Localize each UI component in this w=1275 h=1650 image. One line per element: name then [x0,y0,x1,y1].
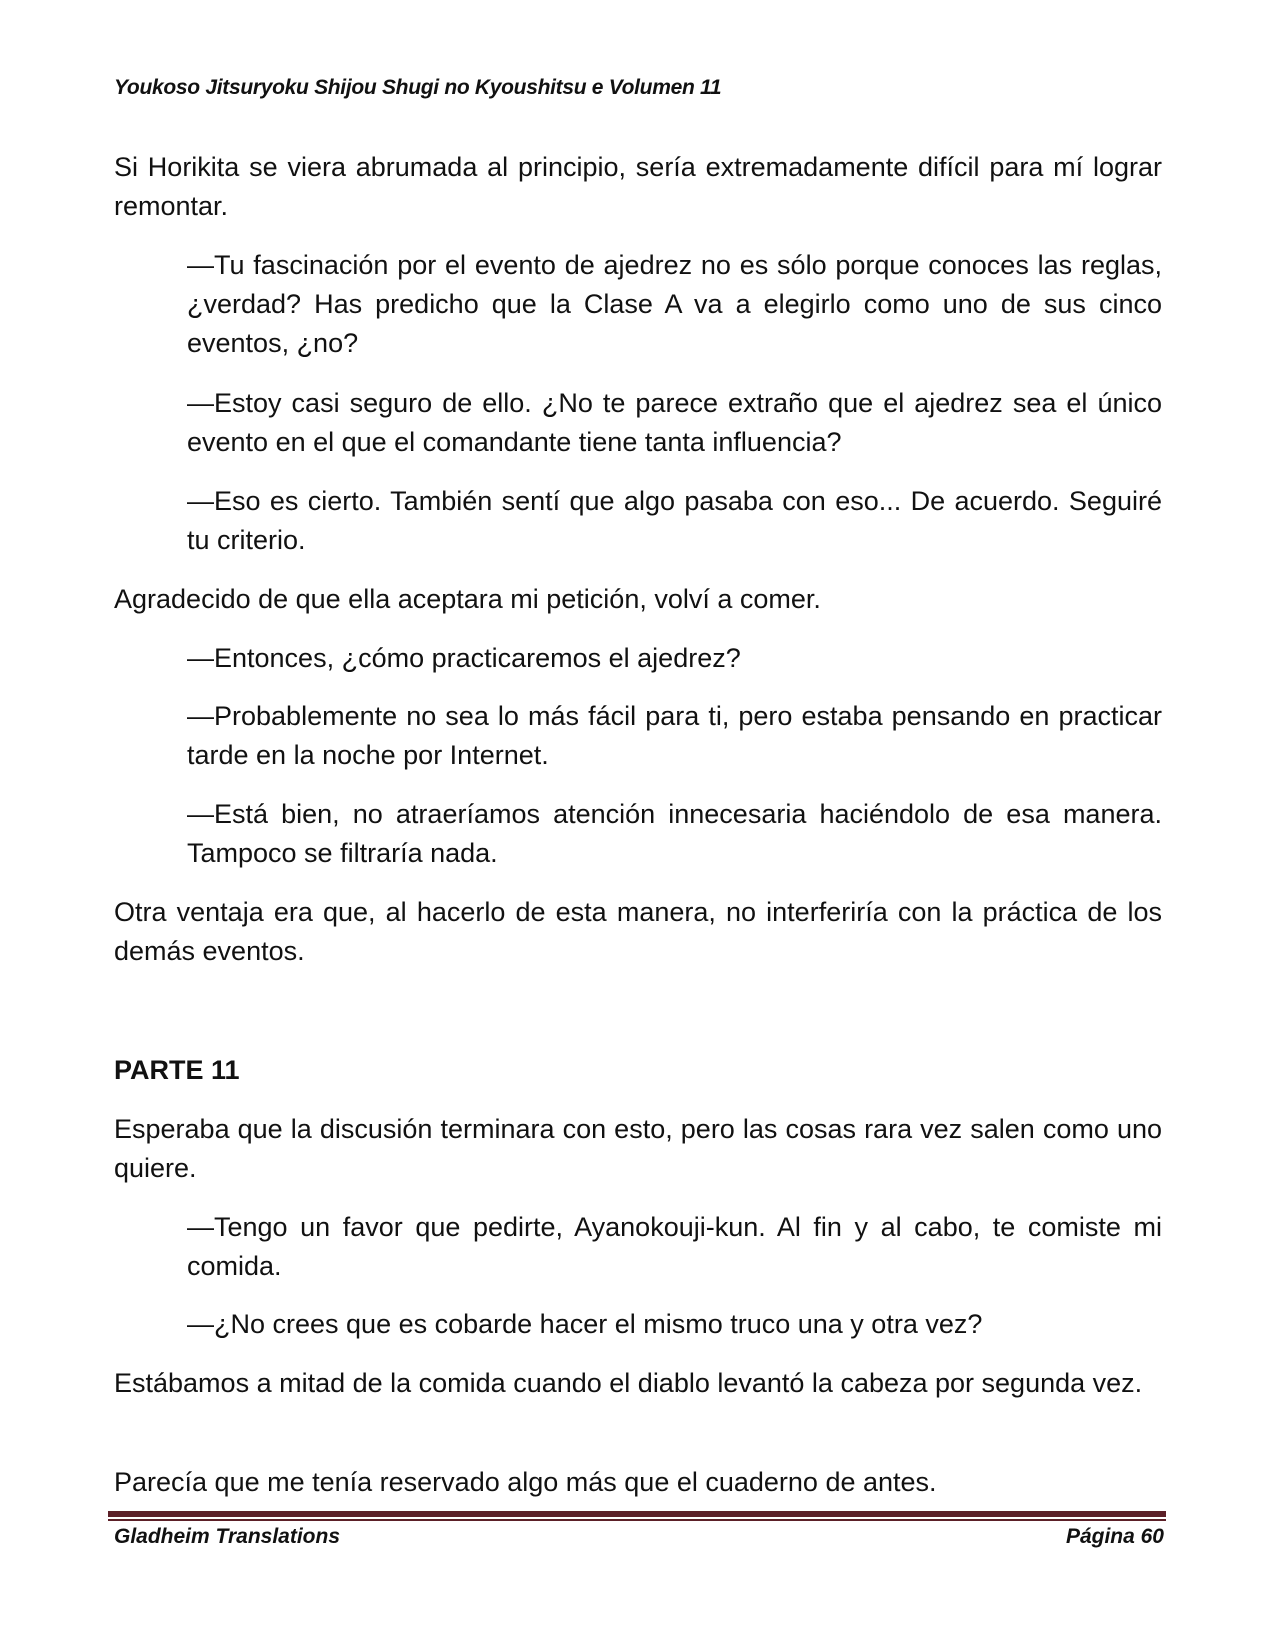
paragraph: Parecía que me tenía reservado algo más que el cuaderno de antes. [114,1467,937,1497]
dialogue-paragraph: —Tu fascinación por el evento de ajedrez no es sólo porque conoces las reglas, ¿verdad? Has predicho que la Clase A va a elegirlo como uno de sus cinco eventos, ¿no? [187,250,1162,358]
section-heading: PARTE 11 [114,1055,240,1085]
dialogue-paragraph: —Está bien, no atraeríamos atención innecesaria haciéndolo de esa manera. Tampoco se filtraría nada. [187,799,1162,868]
paragraph: Estábamos a mitad de la comida cuando el diablo levantó la cabeza por segunda vez. [114,1368,1143,1398]
paragraph: Otra ventaja era que, al hacerlo de esta manera, no interferiría con la práctica de los demás eventos. [114,897,1162,966]
dialogue-paragraph: —Tengo un favor que pedirte, Ayanokouji-kun. Al fin y al cabo, te comiste mi comida. [187,1212,1162,1281]
dialogue-paragraph: —Eso es cierto. También sentí que algo pasaba con eso... De acuerdo. Seguiré tu criterio. [187,486,1162,555]
paragraph: Agradecido de que ella aceptara mi petición, volví a comer. [114,584,821,614]
paragraph: Esperaba que la discusión terminara con esto, pero las cosas rara vez salen como uno quiere. [114,1114,1162,1183]
footer-rule-thin [108,1519,1166,1521]
dialogue-paragraph: —Estoy casi seguro de ello. ¿No te parece extraño que el ajedrez sea el único evento en el que el comandante tiene tanta influencia? [187,388,1162,457]
dialogue-paragraph: —Probablemente no sea lo más fácil para ti, pero estaba pensando en practicar tarde en la noche por Internet. [187,701,1162,770]
dialogue-paragraph: —¿No crees que es cobarde hacer el mismo truco una y otra vez? [187,1309,983,1339]
footer-translator: Gladheim Translations [114,1525,341,1548]
paragraph: Si Horikita se viera abrumada al principio, sería extremadamente difícil para mí lograr remontar. [114,152,1162,221]
page-number: Página 60 [1065,1525,1164,1548]
running-header: Youkoso Jitsuryoku Shijou Shugi no Kyoushitsu e Volumen 11 [114,76,722,99]
dialogue-paragraph: —Entonces, ¿cómo practicaremos el ajedrez? [187,643,741,673]
footer-rule [108,1511,1166,1517]
